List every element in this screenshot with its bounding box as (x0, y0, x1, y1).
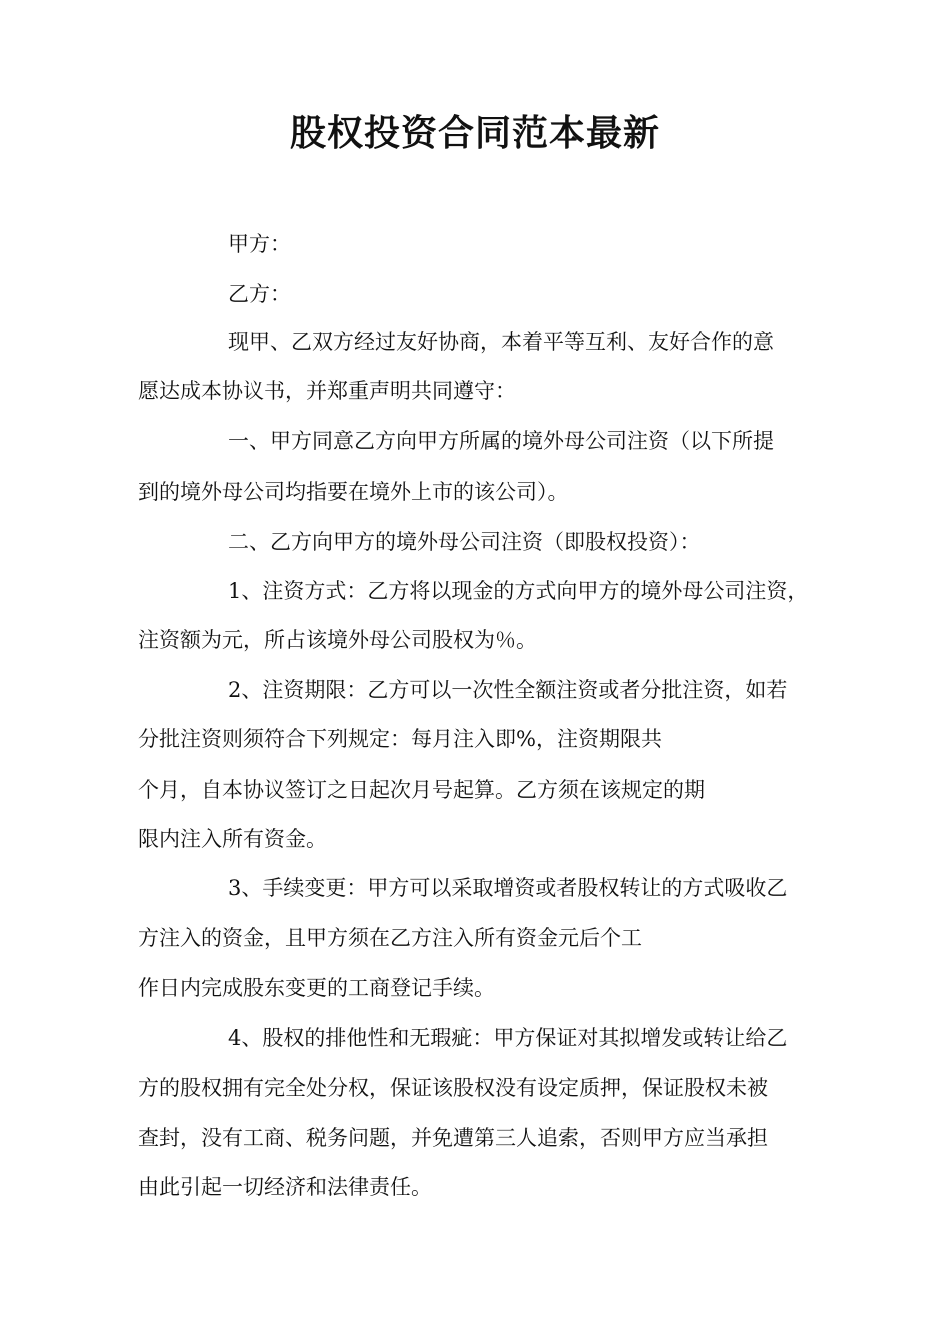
party-b-line: 乙方： (228, 282, 291, 306)
clause-2-heading: 二、乙方向甲方的境外母公司注资（即股权投资）： (228, 530, 701, 554)
item-4-line-3: 查封，没有工商、税务问题，并免遭第三人追索，否则甲方应当承担 (138, 1126, 768, 1150)
preamble-line-1: 现甲、乙双方经过友好协商，本着平等互利、友好合作的意 (228, 330, 774, 354)
preamble-line-2: 愿达成本协议书，并郑重声明共同遵守： (138, 379, 516, 403)
item-1-line-1: 1、注资方式：乙方将以现金的方式向甲方的境外母公司注资， (228, 579, 809, 603)
item-1-line-2: 注资额为元，所占该境外母公司股权为％。 (138, 628, 537, 652)
clause-1-line-1: 一、甲方同意乙方向甲方所属的境外母公司注资（以下所提 (228, 429, 774, 453)
item-3-line-2: 方注入的资金，且甲方须在乙方注入所有资金元后个工 (138, 926, 642, 950)
item-4-line-2: 方的股权拥有完全处分权，保证该股权没有设定质押，保证股权未被 (138, 1076, 768, 1100)
item-2-line-3: 个月，自本协议签订之日起次月号起算。乙方须在该规定的期 (138, 778, 705, 802)
document-title: 股权投资合同范本最新 (289, 113, 660, 154)
item-4-line-1: 4、股权的排他性和无瑕疵：甲方保证对其拟增发或转让给乙 (228, 1026, 788, 1050)
item-3-line-1: 3、手续变更：甲方可以采取增资或者股权转让的方式吸收乙 (228, 876, 788, 900)
item-4-line-4: 由此引起一切经济和法律责任。 (138, 1175, 432, 1199)
item-2-line-2: 分批注资则须符合下列规定：每月注入即%，注资期限共 (138, 727, 662, 751)
party-a-line: 甲方： (228, 232, 291, 256)
item-2-line-1: 2、注资期限：乙方可以一次性全额注资或者分批注资，如若 (228, 678, 788, 702)
item-2-line-4: 限内注入所有资金。 (138, 827, 327, 851)
clause-1-line-2: 到的境外母公司均指要在境外上市的该公司）。 (138, 480, 569, 504)
item-3-line-3: 作日内完成股东变更的工商登记手续。 (138, 976, 495, 1000)
